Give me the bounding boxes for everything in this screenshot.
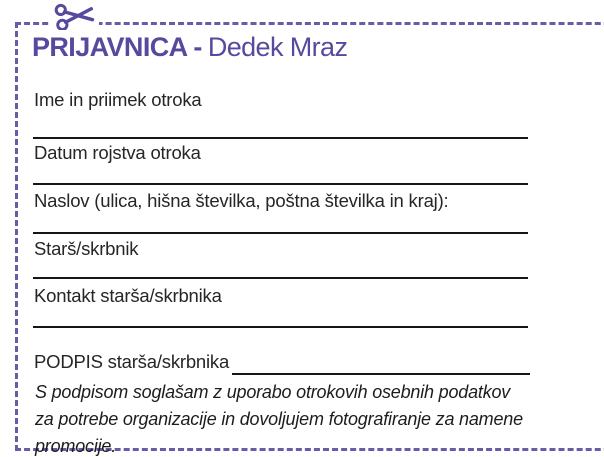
consent-line-1: S podpisom soglašam z uporabo otrokovih osebnih podatkov (35, 382, 511, 402)
field-label-address: Naslov (ulica, hišna številka, poštna številka in kraj): (34, 190, 449, 211)
consent-note (35, 379, 523, 457)
field-label-parent-contact: Kontakt starša/skrbnika (34, 285, 222, 306)
form-title (32, 32, 347, 63)
input-line-child-name[interactable] (33, 137, 528, 139)
input-line-parent-contact[interactable] (33, 326, 528, 328)
field-label-child-birthdate: Datum rojstva otroka (34, 142, 201, 163)
scissors-icon (51, 0, 99, 30)
input-line-address[interactable] (33, 232, 528, 234)
field-label-signature: PODPIS starša/skrbnika (34, 351, 230, 372)
form-title-subtitle: Dedek Mraz (207, 32, 348, 62)
field-label-child-name: Ime in priimek otroka (34, 89, 202, 110)
input-line-child-birthdate[interactable] (33, 183, 528, 185)
consent-line-3: promocije. (35, 436, 117, 456)
field-label-parent-guardian: Starš/skrbnik (34, 238, 139, 259)
input-line-parent-guardian[interactable] (33, 277, 528, 279)
consent-line-2: za potrebe organizacije in dovoljujem fotografiranje za namene (35, 409, 523, 429)
form-title-main: PRIJAVNICA - (32, 32, 202, 62)
input-line-signature[interactable] (232, 373, 530, 375)
